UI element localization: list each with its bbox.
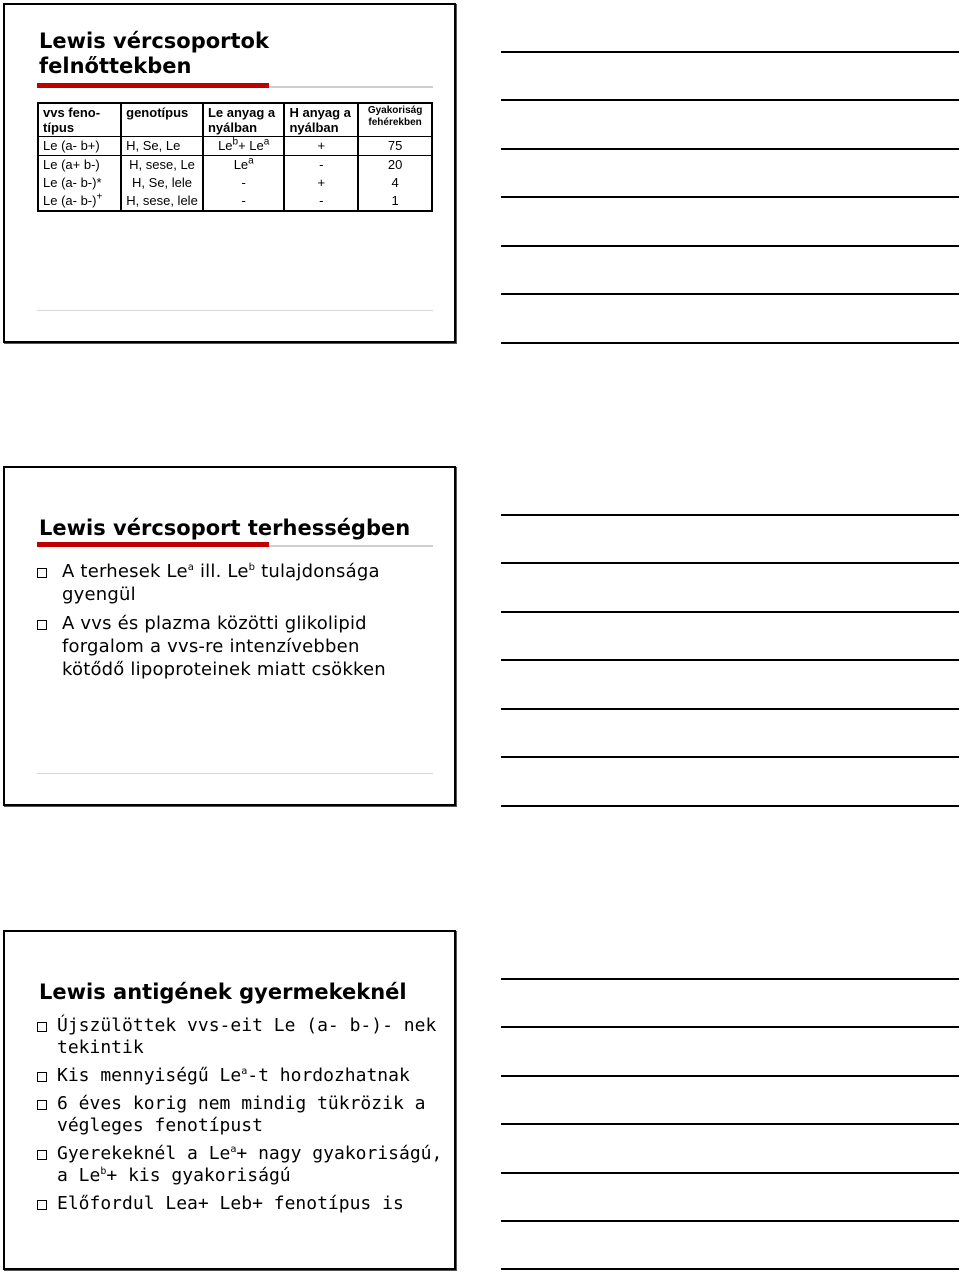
table-row xyxy=(38,174,432,192)
list-item: Előfordul Lea+ Leb+ fenotípus is xyxy=(35,1193,445,1215)
table-cell: H, sese, lele xyxy=(121,192,203,211)
square-bullet-icon xyxy=(37,1200,47,1210)
table-cell: Le (a- b-)* xyxy=(38,174,121,192)
table-cell: H, sese, Le xyxy=(121,156,203,175)
note-line xyxy=(501,1220,959,1222)
note-line xyxy=(501,1172,959,1174)
note-line xyxy=(501,1026,959,1028)
footer-line xyxy=(37,773,433,774)
title-accent-bar xyxy=(37,83,269,88)
list-item: Kis mennyiségű Le$^a$-t hordozhatnak xyxy=(35,1065,445,1087)
slide-3 xyxy=(3,930,456,1270)
table-cell: 20 xyxy=(387,157,403,172)
footer-line xyxy=(37,310,433,311)
title-accent-bar xyxy=(37,542,269,547)
note-line xyxy=(501,1075,959,1077)
note-line xyxy=(501,611,959,613)
table-header: vvs feno-típus xyxy=(38,103,121,137)
list-item: A vvs és plazma közötti glikolipid forgalom a vvs-re intenzívebben kötődő lipoproteinek miatt csökken xyxy=(35,612,415,681)
square-bullet-icon xyxy=(37,1150,47,1160)
note-line xyxy=(501,659,959,661)
table-cell: - xyxy=(284,156,358,175)
table-row xyxy=(38,192,432,211)
square-bullet-icon xyxy=(37,1100,47,1110)
table-cell: 75 xyxy=(358,137,432,156)
table-cell: Le (a- b+) xyxy=(38,137,121,156)
note-line xyxy=(501,978,959,980)
table-cell: Le (a+ b-) xyxy=(38,156,121,175)
lewis-blood-group-table xyxy=(37,102,433,212)
note-line xyxy=(501,245,959,247)
table-cell: + xyxy=(284,174,358,192)
square-bullet-icon xyxy=(37,568,47,578)
note-line xyxy=(501,148,959,150)
table-cell: H, Se, Le xyxy=(121,137,203,156)
square-bullet-icon xyxy=(37,620,47,630)
table-cell: 4 xyxy=(391,175,399,190)
note-line xyxy=(501,342,959,344)
table-header: H anyag a nyálban xyxy=(284,103,358,137)
note-line xyxy=(501,708,959,710)
slide-2 xyxy=(3,466,456,806)
table-header-row xyxy=(38,103,432,137)
note-line xyxy=(501,756,959,758)
note-line xyxy=(501,805,959,807)
square-bullet-icon xyxy=(37,1022,47,1032)
table-cell: + xyxy=(284,137,358,156)
table-header: genotípus xyxy=(121,103,203,137)
table-cell: Le (a- b-)+ xyxy=(38,192,121,211)
table-row xyxy=(38,137,432,156)
square-bullet-icon xyxy=(37,1072,47,1082)
table-cell: - xyxy=(284,192,358,211)
list-item: Újszülöttek vvs-eit Le (a- b-)- nek tekintik xyxy=(35,1015,445,1059)
note-line xyxy=(501,293,959,295)
note-line xyxy=(501,99,959,101)
note-line xyxy=(501,51,959,53)
table-header: Le anyag a nyálban xyxy=(203,103,285,137)
bullet-list xyxy=(35,560,415,687)
note-line xyxy=(501,196,959,198)
table-cell: Le$^a$ xyxy=(203,156,285,175)
list-item: 6 éves korig nem mindig tükrözik a végleges fenotípust xyxy=(35,1093,445,1137)
note-line xyxy=(501,1123,959,1125)
table-cell: - xyxy=(203,174,285,192)
table-cell: $Le^b+ Le^a$ xyxy=(203,137,285,156)
list-item: A terhesek Le$^a$ ill. Le$^b$ tulajdonsága gyengül xyxy=(35,560,415,606)
slide-title: Lewis vércsoportok felnőttekben xyxy=(39,29,269,78)
list-item: Gyerekeknél a $Le^a+$ nagy gyakoriságú, a $Le^b+$ kis gyakoriságú xyxy=(35,1143,445,1187)
note-line xyxy=(501,514,959,516)
note-line xyxy=(501,1268,959,1270)
slide-title: Lewis vércsoport terhességben xyxy=(39,516,411,540)
slide-1 xyxy=(3,3,456,343)
table-cell: H, Se, lele xyxy=(121,174,203,192)
slide-title: Lewis antigének gyermekeknél xyxy=(39,980,407,1004)
table-cell: 1 xyxy=(391,193,399,208)
table-cell: - xyxy=(203,192,285,211)
table-header: Gyakoriság fehérekben xyxy=(358,103,432,137)
bullet-list xyxy=(35,1015,445,1221)
note-line xyxy=(501,562,959,564)
table-row xyxy=(38,156,432,175)
